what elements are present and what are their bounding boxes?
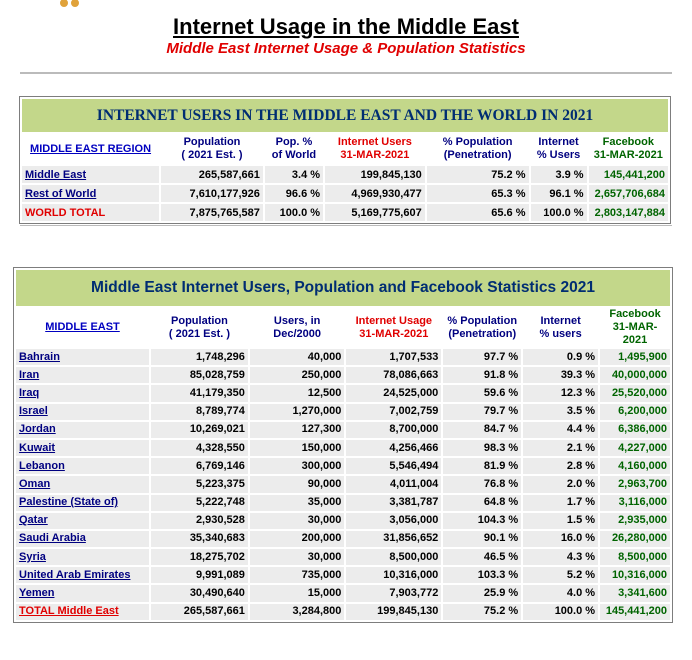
population-cell: 265,587,661 (151, 604, 248, 620)
population-cell: 8,789,774 (151, 404, 248, 420)
country-name-link[interactable]: Qatar (16, 513, 149, 529)
world-summary-table (19, 96, 671, 224)
table-row (22, 204, 668, 221)
country-name-link[interactable]: Lebanon (16, 458, 149, 474)
penetration-cell: 75.2 % (443, 604, 521, 620)
header-penetration: % Population (Penetration) (443, 308, 521, 347)
internet-usage-cell: 10,316,000 (346, 567, 441, 583)
internet-usage-cell: 31,856,652 (346, 531, 441, 547)
facebook-cell: 145,441,200 (589, 166, 668, 183)
header-facebook: Facebook 31-MAR-2021 (600, 308, 670, 347)
penetration-cell: 76.8 % (443, 476, 521, 492)
facebook-cell: 10,316,000 (600, 567, 670, 583)
penetration-cell: 103.3 % (443, 567, 521, 583)
pct-users-cell: 4.0 % (523, 585, 598, 601)
penetration-cell: 79.7 % (443, 404, 521, 420)
population-cell: 7,875,765,587 (161, 204, 263, 221)
table-row (16, 604, 670, 620)
penetration-cell: 84.7 % (443, 422, 521, 438)
header-facebook: Facebook 31-MAR-2021 (589, 134, 668, 164)
pct-users-cell: 2.1 % (523, 440, 598, 456)
pct-users-cell: 2.8 % (523, 458, 598, 474)
table-row (16, 440, 670, 456)
country-name-link[interactable]: Iraq (16, 385, 149, 401)
pct-users-cell: 1.7 % (523, 495, 598, 511)
pct-users-cell: 0.9 % (523, 349, 598, 365)
users-2000-cell: 300,000 (250, 458, 345, 474)
internet-usage-cell: 5,546,494 (346, 458, 441, 474)
country-name-link[interactable]: Kuwait (16, 440, 149, 456)
population-cell: 2,930,528 (151, 513, 248, 529)
world-total-label: WORLD TOTAL (22, 204, 159, 221)
internet-usage-cell: 199,845,130 (346, 604, 441, 620)
pct-users-cell: 100.0 % (523, 604, 598, 620)
penetration-cell: 91.8 % (443, 367, 521, 383)
facebook-cell: 3,341,600 (600, 585, 670, 601)
facebook-cell: 1,495,900 (600, 349, 670, 365)
penetration-cell: 97.7 % (443, 349, 521, 365)
divider-middle (20, 225, 672, 226)
table-row (16, 422, 670, 438)
penetration-cell: 46.5 % (443, 549, 521, 565)
table-row (16, 585, 670, 601)
pct-users-cell: 16.0 % (523, 531, 598, 547)
table-row (16, 567, 670, 583)
penetration-cell: 81.9 % (443, 458, 521, 474)
country-name-link[interactable]: United Arab Emirates (16, 567, 149, 583)
internet-users-cell: 4,969,930,477 (325, 185, 425, 202)
population-cell: 7,610,177,926 (161, 185, 263, 202)
penetration-cell: 65.6 % (427, 204, 529, 221)
country-name-link[interactable]: Saudi Arabia (16, 531, 149, 547)
pct-users-cell: 3.9 % (531, 166, 587, 183)
population-cell: 6,769,146 (151, 458, 248, 474)
population-cell: 41,179,350 (151, 385, 248, 401)
facebook-cell: 6,386,000 (600, 422, 670, 438)
pct-users-cell: 4.3 % (523, 549, 598, 565)
pct-users-cell: 1.5 % (523, 513, 598, 529)
header-region[interactable]: MIDDLE EAST REGION (22, 134, 159, 164)
internet-usage-cell: 8,500,000 (346, 549, 441, 565)
table1-title: INTERNET USERS IN THE MIDDLE EAST AND THE WORLD IN 2021 (22, 99, 668, 132)
total-middle-east-link[interactable]: TOTAL Middle East (16, 604, 149, 620)
pct-users-cell: 100.0 % (531, 204, 587, 221)
decorative-dots (60, 0, 86, 2)
internet-usage-cell: 7,002,759 (346, 404, 441, 420)
users-2000-cell: 1,270,000 (250, 404, 345, 420)
header-pct-users: Internet % users (523, 308, 598, 347)
table1-header-row (22, 134, 668, 164)
header-penetration: % Population (Penetration) (427, 134, 529, 164)
facebook-cell: 3,116,000 (600, 495, 670, 511)
population-cell: 5,222,748 (151, 495, 248, 511)
region-name-link[interactable]: Middle East (22, 166, 159, 183)
header-pop-pct: Pop. % of World (265, 134, 323, 164)
table-row (22, 185, 668, 202)
facebook-cell: 2,963,700 (600, 476, 670, 492)
facebook-cell: 2,803,147,884 (589, 204, 668, 221)
internet-users-cell: 5,169,775,607 (325, 204, 425, 221)
users-2000-cell: 15,000 (250, 585, 345, 601)
users-2000-cell: 30,000 (250, 513, 345, 529)
internet-usage-cell: 8,700,000 (346, 422, 441, 438)
table-row (16, 513, 670, 529)
table2-title: Middle East Internet Users, Population and Facebook Statistics 2021 (16, 270, 670, 306)
pct-users-cell: 96.1 % (531, 185, 587, 202)
internet-usage-cell: 4,256,466 (346, 440, 441, 456)
users-2000-cell: 30,000 (250, 549, 345, 565)
facebook-cell: 26,280,000 (600, 531, 670, 547)
users-2000-cell: 735,000 (250, 567, 345, 583)
penetration-cell: 104.3 % (443, 513, 521, 529)
facebook-cell: 25,520,000 (600, 385, 670, 401)
country-name-link[interactable]: Israel (16, 404, 149, 420)
region-name-link[interactable]: Rest of World (22, 185, 159, 202)
population-cell: 4,328,550 (151, 440, 248, 456)
header-internet-users: Internet Users 31-MAR-2021 (325, 134, 425, 164)
users-2000-cell: 40,000 (250, 349, 345, 365)
users-2000-cell: 3,284,800 (250, 604, 345, 620)
population-cell: 85,028,759 (151, 367, 248, 383)
table-row (16, 458, 670, 474)
pct-users-cell: 39.3 % (523, 367, 598, 383)
table2-header-row (16, 308, 670, 347)
facebook-cell: 145,441,200 (600, 604, 670, 620)
page-title: Internet Usage in the Middle East (173, 14, 519, 39)
country-stats-table (13, 267, 673, 623)
internet-usage-cell: 1,707,533 (346, 349, 441, 365)
header-users-2000: Users, in Dec/2000 (250, 308, 345, 347)
header-internet-usage: Internet Usage 31-MAR-2021 (346, 308, 441, 347)
pct-users-cell: 5.2 % (523, 567, 598, 583)
penetration-cell: 65.3 % (427, 185, 529, 202)
users-2000-cell: 90,000 (250, 476, 345, 492)
population-cell: 30,490,640 (151, 585, 248, 601)
header-population: Population ( 2021 Est. ) (151, 308, 248, 347)
table-row (16, 385, 670, 401)
table-row (22, 166, 668, 183)
internet-usage-cell: 3,381,787 (346, 495, 441, 511)
table-row (16, 549, 670, 565)
page-subtitle: Middle East Internet Usage & Population Statistics (166, 40, 526, 57)
country-name-link[interactable]: Syria (16, 549, 149, 565)
users-2000-cell: 150,000 (250, 440, 345, 456)
users-2000-cell: 12,500 (250, 385, 345, 401)
facebook-cell: 4,160,000 (600, 458, 670, 474)
table-row (16, 404, 670, 420)
pct-users-cell: 4.4 % (523, 422, 598, 438)
table-row (16, 476, 670, 492)
users-2000-cell: 200,000 (250, 531, 345, 547)
internet-usage-cell: 24,525,000 (346, 385, 441, 401)
country-name-link[interactable]: Bahrain (16, 349, 149, 365)
internet-usage-cell: 78,086,663 (346, 367, 441, 383)
table-row (16, 367, 670, 383)
population-cell: 10,269,021 (151, 422, 248, 438)
header-country[interactable]: MIDDLE EAST (16, 308, 149, 347)
penetration-cell: 98.3 % (443, 440, 521, 456)
internet-users-cell: 199,845,130 (325, 166, 425, 183)
penetration-cell: 25.9 % (443, 585, 521, 601)
facebook-cell: 8,500,000 (600, 549, 670, 565)
country-name-link[interactable]: Yemen (16, 585, 149, 601)
table-row (16, 531, 670, 547)
users-2000-cell: 127,300 (250, 422, 345, 438)
facebook-cell: 2,935,000 (600, 513, 670, 529)
table-row (16, 349, 670, 365)
internet-usage-cell: 4,011,004 (346, 476, 441, 492)
population-cell: 9,991,089 (151, 567, 248, 583)
table-row (16, 495, 670, 511)
users-2000-cell: 250,000 (250, 367, 345, 383)
population-cell: 1,748,296 (151, 349, 248, 365)
divider-top (20, 72, 672, 74)
population-cell: 18,275,702 (151, 549, 248, 565)
facebook-cell: 40,000,000 (600, 367, 670, 383)
population-cell: 265,587,661 (161, 166, 263, 183)
population-cell: 5,223,375 (151, 476, 248, 492)
country-name-link[interactable]: Jordan (16, 422, 149, 438)
country-name-link[interactable]: Oman (16, 476, 149, 492)
header-population: Population ( 2021 Est. ) (161, 134, 263, 164)
pop-pct-cell: 96.6 % (265, 185, 323, 202)
internet-usage-cell: 7,903,772 (346, 585, 441, 601)
pct-users-cell: 12.3 % (523, 385, 598, 401)
penetration-cell: 59.6 % (443, 385, 521, 401)
facebook-cell: 2,657,706,684 (589, 185, 668, 202)
population-cell: 35,340,683 (151, 531, 248, 547)
internet-usage-cell: 3,056,000 (346, 513, 441, 529)
country-name-link[interactable]: Iran (16, 367, 149, 383)
header-pct-users: Internet % Users (531, 134, 587, 164)
users-2000-cell: 35,000 (250, 495, 345, 511)
pop-pct-cell: 100.0 % (265, 204, 323, 221)
facebook-cell: 6,200,000 (600, 404, 670, 420)
pop-pct-cell: 3.4 % (265, 166, 323, 183)
penetration-cell: 90.1 % (443, 531, 521, 547)
pct-users-cell: 2.0 % (523, 476, 598, 492)
country-name-link[interactable]: Palestine (State of) (16, 495, 149, 511)
pct-users-cell: 3.5 % (523, 404, 598, 420)
penetration-cell: 75.2 % (427, 166, 529, 183)
facebook-cell: 4,227,000 (600, 440, 670, 456)
penetration-cell: 64.8 % (443, 495, 521, 511)
